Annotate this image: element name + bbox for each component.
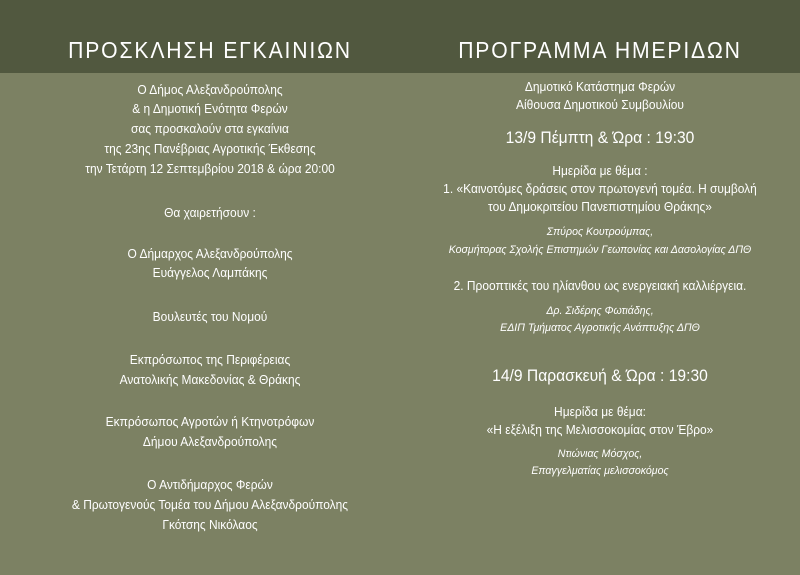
day2-date: 14/9 Παρασκευή & Ώρα : 19:30: [492, 366, 708, 385]
greeter-line: Ευάγγελος Λαμπάκης: [152, 265, 268, 280]
program-title: ΠΡΟΓΡΑΜΜΑ ΗΜΕΡΙΔΩΝ: [458, 37, 742, 63]
day1-speaker1: Κοσμήτορας Σχολής Επιστημών Γεωπονίας και Δασολογίας ΔΠΘ: [448, 244, 752, 256]
intro-line: Ο Δήμος Αλεξανδρούπολης: [137, 82, 283, 97]
day1-talk2: 2. Προοπτικές του ηλίανθου ως ενεργειακή καλλιέργεια.: [453, 278, 747, 293]
day1-talk1: του Δημοκριτείου Πανεπιστημίου Θράκης»: [488, 199, 712, 214]
greeter-line: Βουλευτές του Νομού: [152, 309, 268, 324]
day2-talk: «Η εξέλιξη της Μελισσοκομίας στον Έβρο»: [486, 422, 714, 437]
greeter-line: Γκότσης Νικόλαος: [162, 517, 258, 532]
greet-heading: Θα χαιρετήσουν :: [164, 205, 256, 220]
day1-speaker2: Δρ. Σιδέρης Φωτιάδης,: [546, 305, 654, 317]
greeter-line: Ανατολικής Μακεδονίας & Θράκης: [119, 372, 301, 387]
greeter-line: Εκπρόσωπος της Περιφέρειας: [129, 352, 291, 367]
greeter-line: Ο Αντιδήμαρχος Φερών: [147, 477, 273, 492]
invitation-title: ΠΡΟΣΚΛΗΣΗ ΕΓΚΑΙΝΙΩΝ: [68, 37, 352, 63]
venue-line: Δημοτικό Κατάστημα Φερών: [524, 79, 676, 94]
day1-heading: Ημερίδα με θέμα :: [552, 163, 648, 178]
day1-speaker1: Σπύρος Κουτρούμπας,: [546, 226, 654, 238]
day2-heading: Ημερίδα με θέμα:: [554, 404, 646, 419]
venue-line: Αίθουσα Δημοτικού Συμβουλίου: [516, 97, 684, 112]
day2-speaker: Ντιώνιας Μόσχος,: [557, 448, 643, 460]
greeter-line: Ο Δήμαρχος Αλεξανδρούπολης: [127, 246, 293, 261]
intro-line: & η Δημοτική Ενότητα Φερών: [132, 101, 288, 116]
intro-line: σας προσκαλούν στα εγκαίνια: [131, 121, 289, 136]
greeter-line: Εκπρόσωπος Αγροτών ή Κτηνοτρόφων: [105, 414, 315, 429]
intro-line: της 23ης Πανέβριας Αγροτικής Έκθεσης: [104, 141, 316, 156]
day1-date: 13/9 Πέμπτη & Ώρα : 19:30: [505, 128, 695, 147]
day1-talk1: 1. «Καινοτόμες δράσεις στον πρωτογενή τομέα. Η συμβολή: [443, 181, 757, 196]
greeter-line: & Πρωτογενούς Τομέα του Δήμου Αλεξανδρούπολης: [71, 497, 349, 512]
day1-speaker2: ΕΔΙΠ Τμήματος Αγροτικής Ανάπτυξης ΔΠΘ: [500, 322, 700, 334]
greeter-line: Δήμου Αλεξανδρούπολης: [142, 434, 278, 449]
intro-line: την Τετάρτη 12 Σεπτεμβρίου 2018 & ώρα 20:00: [85, 161, 335, 176]
day2-speaker: Επαγγελματίας μελισσοκόμος: [531, 465, 669, 477]
